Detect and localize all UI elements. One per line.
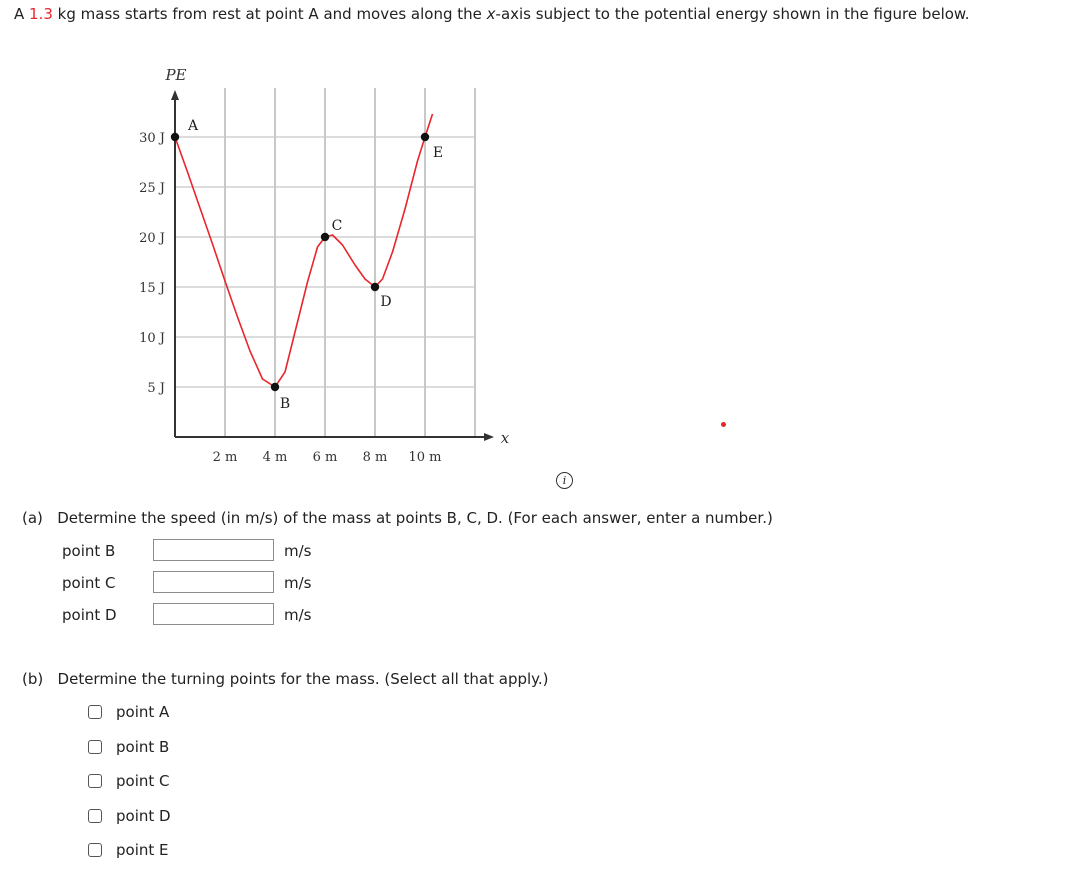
x-axis-arrow xyxy=(484,433,494,441)
x-tick-label: 6 m xyxy=(312,450,338,465)
checkbox[interactable] xyxy=(88,843,102,857)
x-tick-label: 4 m xyxy=(262,450,288,465)
point-a-label: A xyxy=(187,118,199,134)
checkbox[interactable] xyxy=(88,705,102,719)
checkbox[interactable] xyxy=(88,809,102,823)
problem-text-start: A xyxy=(14,5,30,23)
problem-text-middle: kg mass starts from rest at point A and moves along the xyxy=(52,5,487,23)
point-d-marker xyxy=(371,283,379,291)
x-axis-label: x xyxy=(500,429,510,447)
info-icon[interactable]: i xyxy=(556,472,573,489)
checkbox[interactable] xyxy=(88,774,102,788)
option-label: point B xyxy=(116,738,170,756)
y-axis-arrow xyxy=(171,90,179,100)
part-a-text: Determine the speed (in m/s) of the mass at points B, C, D. (For each answer, enter a number.) xyxy=(57,509,773,527)
checkbox[interactable] xyxy=(88,740,102,754)
answer-label: point D xyxy=(62,606,117,624)
axis-variable: x xyxy=(486,5,496,23)
point-b-marker xyxy=(271,383,279,391)
x-tick-label: 2 m xyxy=(212,450,238,465)
x-tick-label: 10 m xyxy=(408,450,442,465)
point-a-marker xyxy=(171,133,179,141)
point-c-marker xyxy=(321,233,329,241)
point-e-marker xyxy=(421,133,429,141)
part-b-tag: (b) xyxy=(22,670,44,688)
option-label: point A xyxy=(116,703,170,721)
y-tick-label: 30 J xyxy=(139,131,165,146)
option-label: point D xyxy=(116,807,171,825)
mass-value: 1.3 xyxy=(29,5,53,23)
speed-b-input[interactable] xyxy=(153,539,274,561)
y-axis-label: PE xyxy=(165,66,187,84)
unit-label: m/s xyxy=(284,606,312,624)
speed-c-input[interactable] xyxy=(153,571,274,593)
part-a-tag: (a) xyxy=(22,509,43,527)
red-dot-marker xyxy=(721,422,726,427)
answer-label: point C xyxy=(62,574,116,592)
part-a-question xyxy=(22,509,773,527)
part-b-question xyxy=(22,670,549,688)
y-tick-label: 10 J xyxy=(139,331,165,346)
speed-d-input[interactable] xyxy=(153,603,274,625)
point-e-label: E xyxy=(432,145,444,161)
y-tick-label: 5 J xyxy=(147,381,165,396)
option-label: point C xyxy=(116,772,170,790)
point-d-label: D xyxy=(380,294,392,310)
unit-label: m/s xyxy=(284,542,312,560)
problem-text-end: -axis subject to the potential energy shown in the figure below. xyxy=(495,5,970,23)
part-b-text: Determine the turning points for the mass. (Select all that apply.) xyxy=(57,670,549,688)
pe-curve xyxy=(175,114,433,387)
option-label: point E xyxy=(116,841,169,859)
x-tick-label: 8 m xyxy=(362,450,388,465)
y-tick-label: 15 J xyxy=(139,281,165,296)
y-tick-label: 25 J xyxy=(139,181,165,196)
unit-label: m/s xyxy=(284,574,312,592)
y-tick-label: 20 J xyxy=(139,231,165,246)
point-c-label: C xyxy=(331,218,343,234)
answer-label: point B xyxy=(62,542,116,560)
point-b-label: B xyxy=(279,396,291,412)
